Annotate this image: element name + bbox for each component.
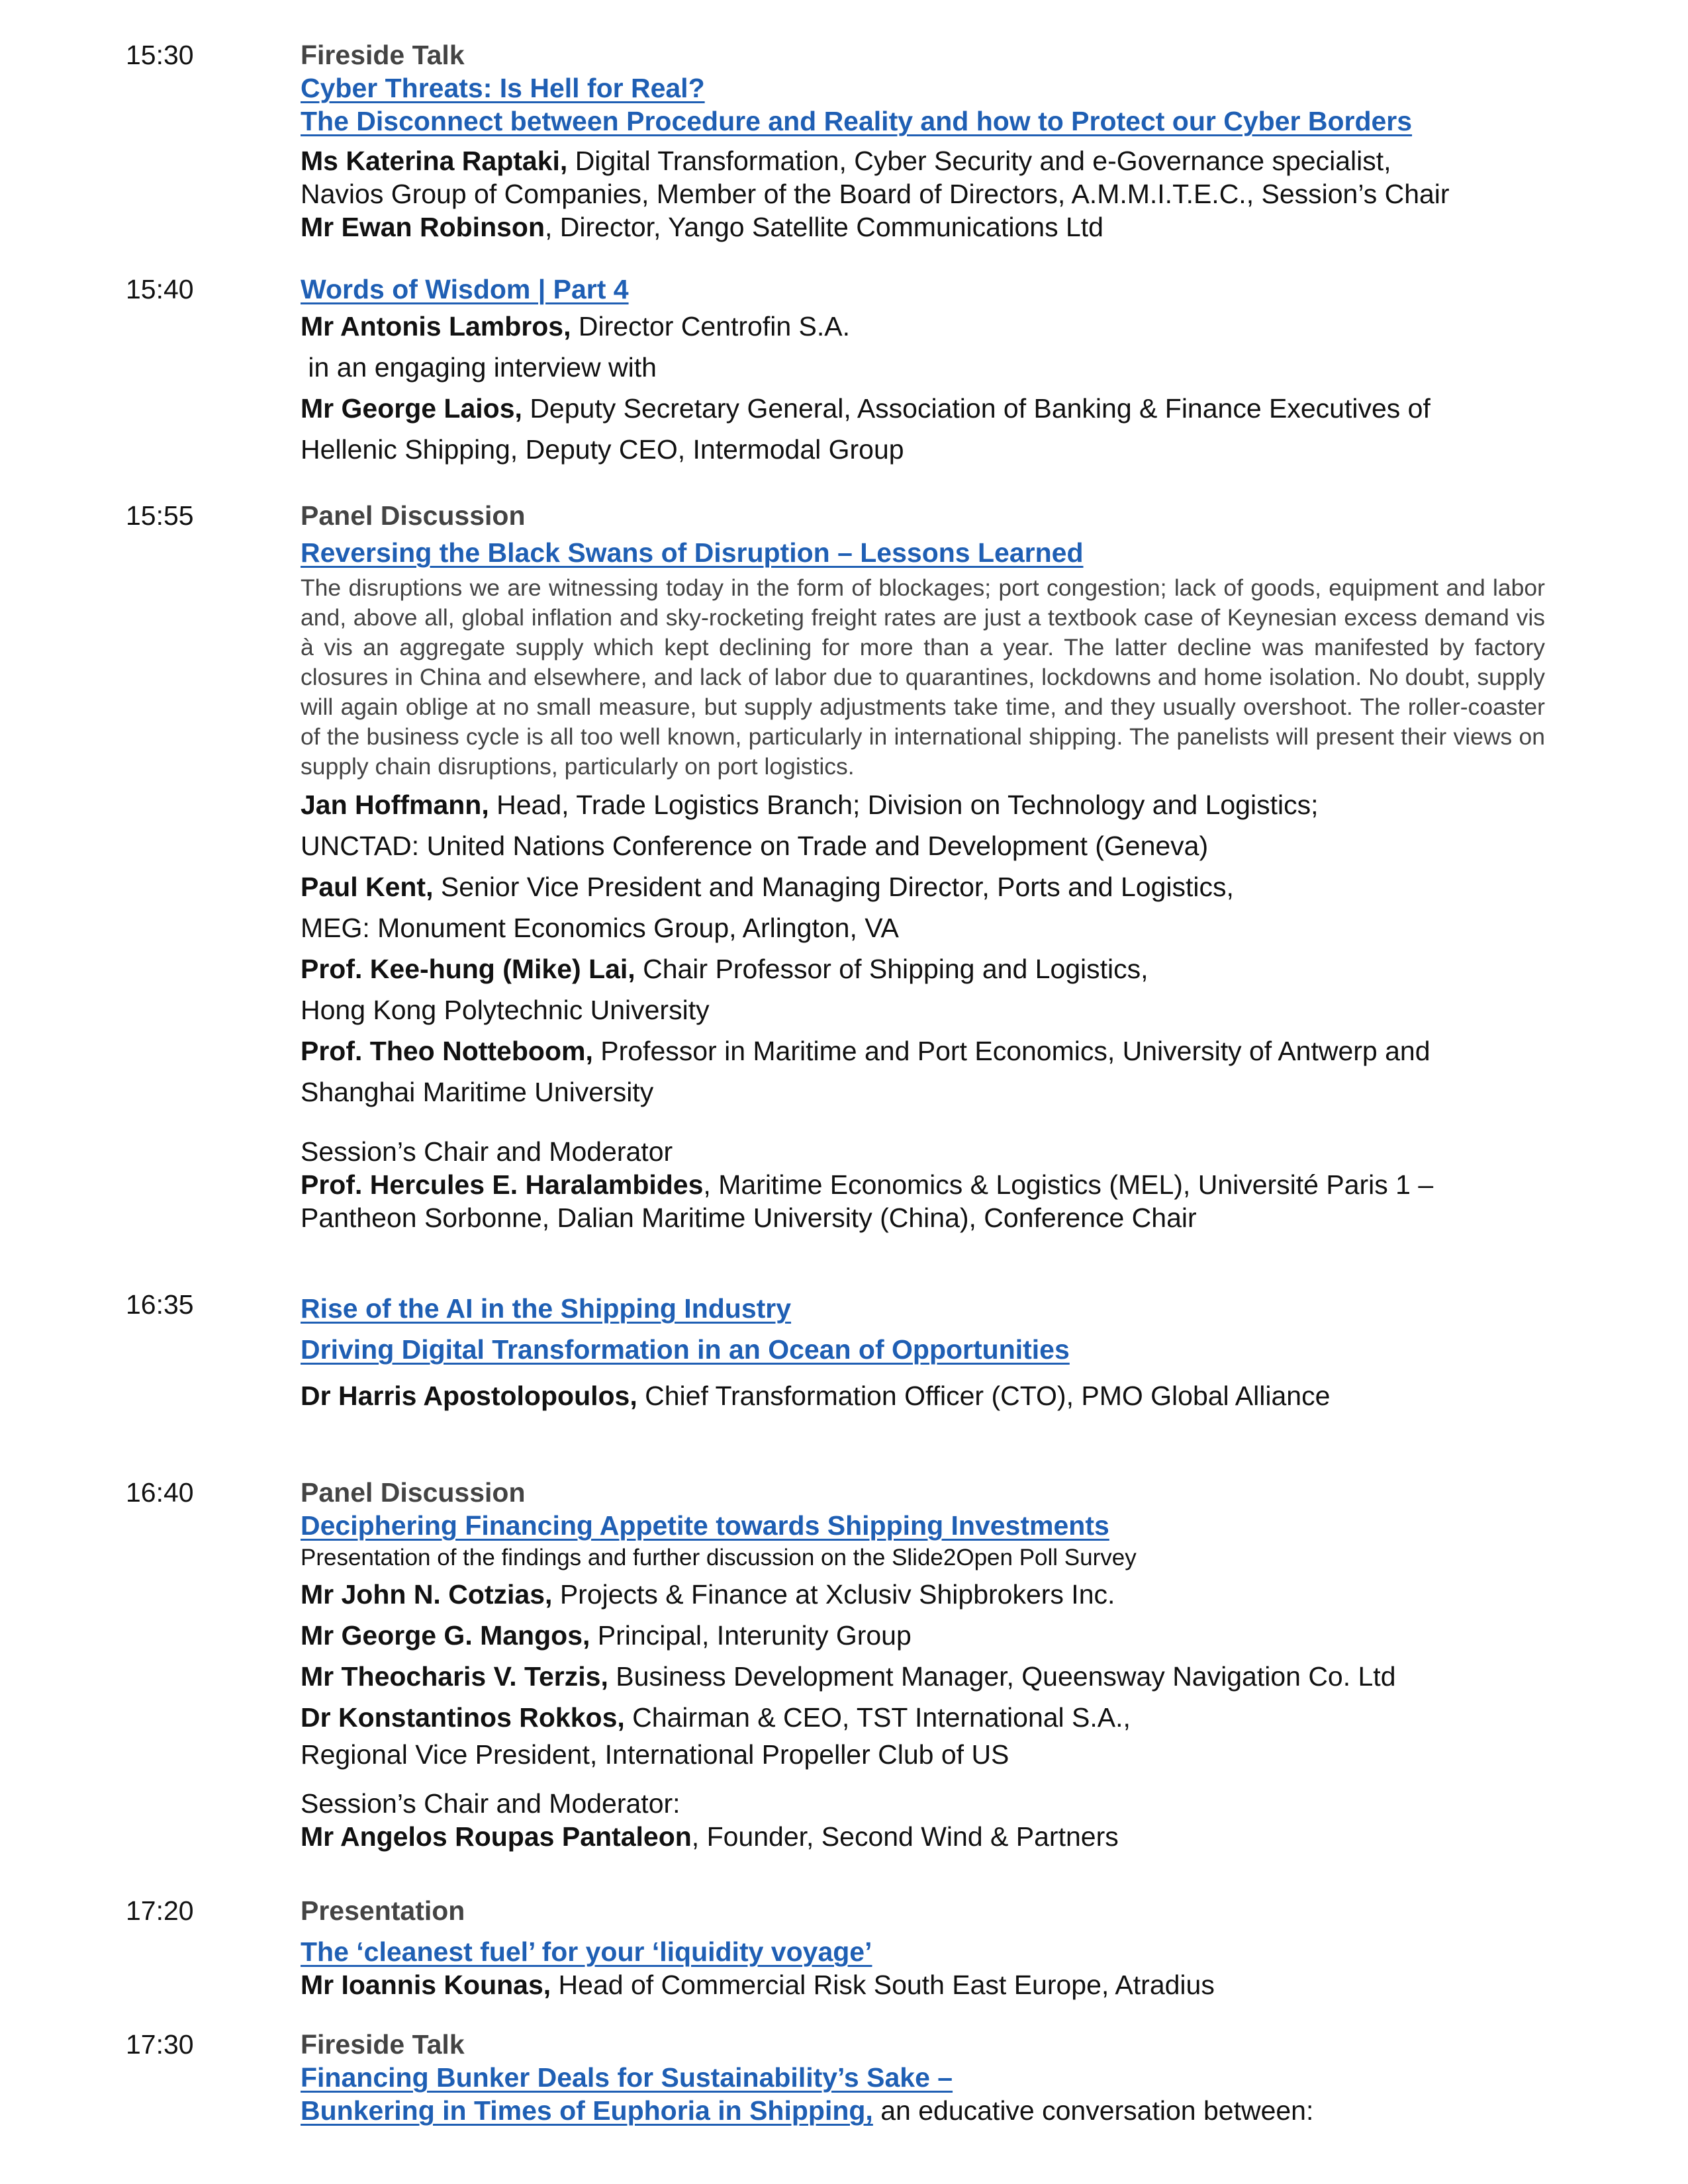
speaker [301, 784, 1571, 825]
speaker-name: Prof. Theo Notteboom, [301, 1036, 593, 1066]
interview-connector: in an engaging interview with [301, 352, 657, 383]
speaker [301, 1615, 1571, 1656]
session-title-link[interactable]: The Disconnect between Procedure and Reality and how to Protect our Cyber Borders [301, 106, 1413, 136]
chair-name: Prof. Hercules E. Haralambides [301, 1169, 704, 1200]
speaker-role-cont: MEG: Monument Economics Group, Arlington, VA [301, 913, 899, 943]
session-chair [301, 1168, 1571, 1201]
speaker-name: Mr George Laios, [301, 393, 522, 424]
speaker-role: Professor in Maritime and Port Economics, University of Antwerp and [592, 1036, 1430, 1066]
speaker-role: Senior Vice President and Managing Director, Ports and Logistics, [433, 872, 1234, 902]
speaker-role: Deputy Secretary General, Association of Banking & Finance Executives of [522, 393, 1430, 424]
speaker [301, 306, 1571, 347]
chair-role: , Founder, Second Wind & Partners [691, 1821, 1119, 1852]
speaker-role: Principal, Interunity Group [590, 1620, 912, 1651]
session-title-link[interactable]: Rise of the AI in the Shipping Industry [301, 1293, 792, 1324]
session-time: 15:40 [126, 274, 194, 304]
speaker-role-cont: UNCTAD: United Nations Conference on Trade and Development (Geneva) [301, 831, 1209, 861]
session-type-label: Panel Discussion [301, 500, 526, 531]
session-type-label: Panel Discussion [301, 1477, 526, 1508]
speaker [301, 388, 1571, 429]
speaker [301, 1574, 1571, 1615]
session-title-link[interactable]: Financing Bunker Deals for Sustainability’s Sake – [301, 2062, 953, 2093]
session-1720 [301, 1894, 1571, 2001]
session-title-link[interactable]: Reversing the Black Swans of Disruption – Lessons Learned [301, 537, 1084, 568]
speaker-role: Business Development Manager, Queensway Navigation Co. Ltd [608, 1661, 1396, 1692]
session-title-suffix: an educative conversation between: [872, 2095, 1314, 2126]
session-1635 [301, 1288, 1571, 1412]
session-1530 [301, 38, 1571, 244]
session-title-link[interactable]: The ‘cleanest fuel’ for your ‘liquidity voyage’ [301, 1936, 872, 1967]
speaker-name: Mr Theocharis V. Terzis, [301, 1661, 608, 1692]
session-time: 17:20 [126, 1895, 194, 1926]
chair-name: Mr Angelos Roupas Pantaleon [301, 1821, 692, 1852]
speaker-role-cont: Regional Vice President, International Propeller Club of US [301, 1739, 1009, 1770]
speaker-role-cont: Hellenic Shipping, Deputy CEO, Intermodal Group [301, 434, 904, 465]
session-time: 17:30 [126, 2029, 194, 2060]
speaker-name: Mr John N. Cotzias, [301, 1579, 553, 1610]
session-description: The disruptions we are witnessing today in the form of blockages; port congestion; lack of goods, equipment and labor and, above all, global inflation and sky-rocketing freight rates are just a textbook case of Keynesian excess demand vis à vis an aggregate supply which kept declining for more than a year. The latter decline was manifested by factory closures in China and elsewhere, and lack of labor due to quarantines, lockdowns and home isolation. No doubt, supply will again oblige at no small measure, but supply adjustments take time, and they usually overshoot. The roller-coaster of the business cycle is all too well known, particularly in international shipping. The panelists will present their views on supply chain disruptions, particularly on port logistics. [301, 574, 1545, 780]
session-title-link[interactable]: Words of Wisdom | Part 4 [301, 274, 629, 304]
session-title-link[interactable]: Driving Digital Transformation in an Ocean of Opportunities [301, 1334, 1070, 1365]
session-time: 15:55 [126, 500, 194, 531]
speaker-name: Dr Konstantinos Rokkos, [301, 1702, 625, 1733]
session-1555 [301, 499, 1571, 1234]
session-title-link[interactable]: Cyber Threats: Is Hell for Real? [301, 73, 705, 103]
speaker-role: Digital Transformation, Cyber Security and e-Governance specialist, [567, 146, 1391, 176]
chair-label: Session’s Chair and Moderator [301, 1136, 673, 1167]
chair-role: , Maritime Economics & Logistics (MEL), Université Paris 1 – [703, 1169, 1434, 1200]
speaker [301, 1697, 1571, 1738]
speaker-role-cont: Hong Kong Polytechnic University [301, 995, 710, 1025]
session-type-label: Presentation [301, 1895, 465, 1926]
speaker-name: Mr Ioannis Kounas, [301, 1970, 551, 2000]
speaker-role: Head of Commercial Risk South East Europe, Atradius [551, 1970, 1215, 2000]
speaker-name: Mr George G. Mangos, [301, 1620, 590, 1651]
session-title-link[interactable]: Bunkering in Times of Euphoria in Shipping, [301, 2095, 873, 2126]
speaker-name: Mr Ewan Robinson [301, 212, 545, 242]
speaker-role: Chairman & CEO, TST International S.A., [624, 1702, 1131, 1733]
speaker-role: , Director, Yango Satellite Communications Ltd [545, 212, 1103, 242]
speaker [301, 1379, 1571, 1412]
speaker-name: Prof. Kee-hung (Mike) Lai, [301, 954, 635, 984]
speaker-name: Mr Antonis Lambros, [301, 311, 571, 341]
session-1730 [301, 2028, 1571, 2127]
session-1540 [301, 273, 1571, 470]
session-type-label: Fireside Talk [301, 2029, 465, 2060]
chair-role-cont: Pantheon Sorbonne, Dalian Maritime University (China), Conference Chair [301, 1203, 1197, 1233]
speaker-role-cont: Shanghai Maritime University [301, 1077, 654, 1107]
speaker-role: Chief Transformation Officer (CTO), PMO Global Alliance [637, 1381, 1331, 1411]
session-time: 15:30 [126, 40, 194, 70]
session-title-link[interactable]: Deciphering Financing Appetite towards Shipping Investments [301, 1510, 1109, 1541]
speaker-role-cont: Navios Group of Companies, Member of the Board of Directors, A.M.M.I.T.E.C., Session’s Chair [301, 179, 1450, 209]
session-1640 [301, 1476, 1571, 1853]
speaker [301, 866, 1571, 907]
speaker [301, 144, 1571, 177]
session-time: 16:35 [126, 1289, 194, 1320]
speaker [301, 1656, 1571, 1697]
speaker [301, 948, 1571, 989]
speaker [301, 210, 1571, 244]
speaker [301, 1030, 1571, 1071]
session-time: 16:40 [126, 1477, 194, 1508]
session-chair [301, 1820, 1571, 1853]
chair-label: Session’s Chair and Moderator: [301, 1788, 680, 1819]
session-subtitle: Presentation of the findings and further discussion on the Slide2Open Poll Survey [301, 1545, 1137, 1570]
speaker-role: Chair Professor of Shipping and Logistics, [635, 954, 1149, 984]
speaker-role: Head, Trade Logistics Branch; Division on Technology and Logistics; [489, 790, 1319, 820]
session-type-label: Fireside Talk [301, 40, 465, 70]
speaker [301, 1968, 1571, 2001]
speaker-name: Dr Harris Apostolopoulos, [301, 1381, 637, 1411]
speaker-role: Director Centrofin S.A. [571, 311, 851, 341]
speaker-role: Projects & Finance at Xclusiv Shipbrokers Inc. [552, 1579, 1115, 1610]
speaker-name: Jan Hoffmann, [301, 790, 489, 820]
speaker-name: Paul Kent, [301, 872, 434, 902]
speaker-name: Ms Katerina Raptaki, [301, 146, 568, 176]
